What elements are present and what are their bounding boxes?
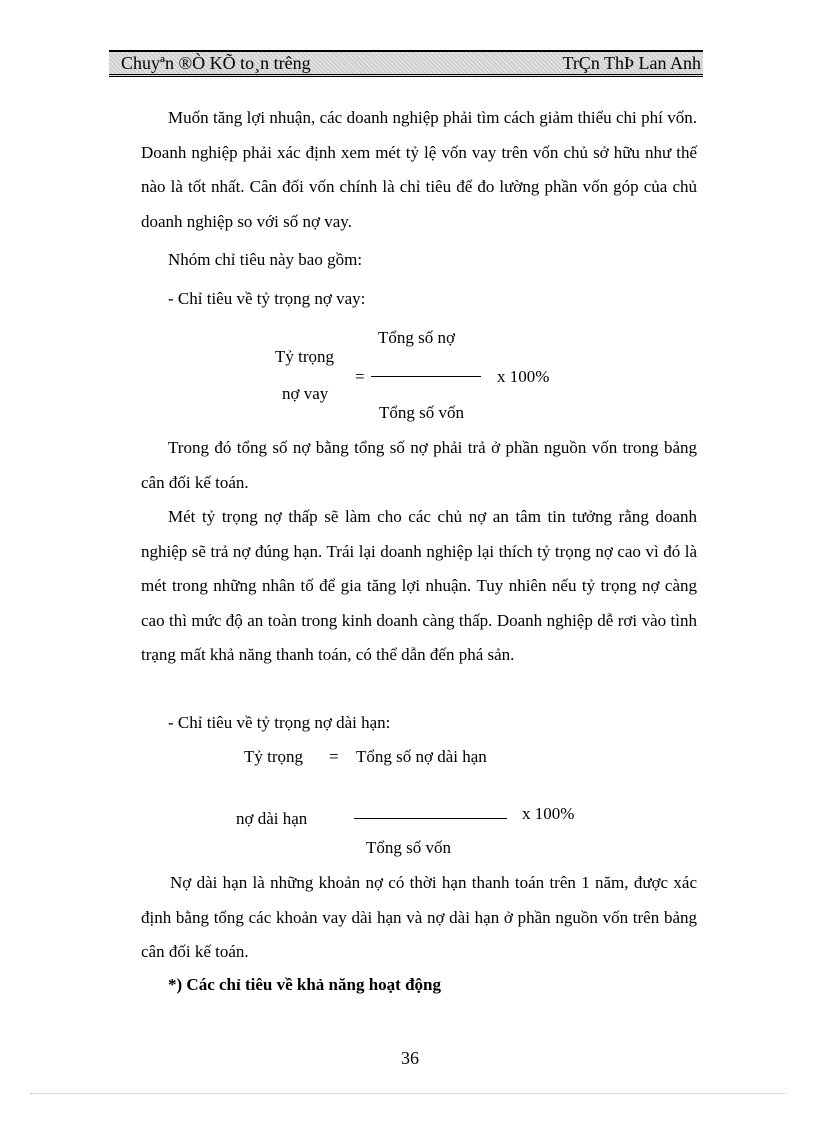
- page-header: [109, 50, 703, 77]
- indicator1-title: - Chỉ tiêu về tỷ trọng nợ vay:: [168, 289, 366, 308]
- header-left-title: Chuyªn ®Ò KÕ to¸n trêng: [121, 52, 311, 73]
- page-bottom-border: [30, 1093, 786, 1094]
- formula2-denominator: Tổng số vốn: [366, 838, 451, 857]
- paragraph-long-term-debt: Nợ dài hạn là những khoản nợ có thời hạn thanh toán trên 1 năm, được xác định bằng tổng các khoản vay dài hạn và nợ dài hạn ở phần nguồn vốn trên bảng cân đối kế toán.: [141, 873, 697, 961]
- page-number: 36: [401, 1048, 419, 1068]
- formula2-multiplier: x 100%: [522, 804, 575, 823]
- formula2-label-line2: nợ dài hạn: [236, 809, 308, 828]
- paragraph-low-debt-ratio: Mét tỷ trọng nợ thấp sẽ làm cho các chủ nợ an tâm tin tưởng rằng doanh nghiệp sẽ trả nợ đúng hạn. Trái lại doanh nghiệp lại thích tỷ trọng nợ cao vì đó là mét trong những nhân tố để gia tăng lợi nhuận. Tuy nhiên nếu tỷ trọng nợ càng cao thì mức độ an toàn trong kinh doanh càng thấp. Doanh nghiệp dễ rơi vào tình trạng mất khả năng thanh toán, có thể dẫn đến phá sản.: [141, 507, 697, 664]
- formula1-multiplier: x 100%: [497, 367, 550, 386]
- paragraph-total-debt: Trong đó tổng số nợ bằng tổng số nợ phải trả ở phần nguồn vốn trong bảng cân đối kế toán.: [141, 438, 697, 492]
- formula1-equals: =: [355, 367, 365, 386]
- formula1-fraction-bar: [371, 376, 481, 377]
- formula2-fraction-bar: [354, 818, 507, 819]
- paragraph-capital-cost: Muốn tăng lợi nhuận, các doanh nghiệp phải tìm cách giảm thiểu chi phí vốn. Doanh nghiệp phải xác định xem mét tỷ lệ vốn vay trên vốn chủ sở hữu như thế nào là tốt nhất. Cân đối vốn chính là chỉ tiêu để đo lường phần vốn góp của chủ doanh nghiệp so với số nợ vay.: [141, 108, 697, 231]
- formula1-label-line1: Tỷ trọng: [275, 347, 335, 366]
- formula1-denominator: Tổng số vốn: [379, 403, 464, 422]
- section-heading-activity-ratios: *) Các chỉ tiêu về khả năng hoạt động: [168, 975, 441, 994]
- formula2-equals: =: [329, 747, 339, 766]
- formula2-label-line1: Tỷ trọng: [244, 747, 304, 766]
- indicator2-title: - Chỉ tiêu về tỷ trọng nợ dài hạn:: [168, 713, 391, 732]
- formula1-label-line2: nợ vay: [282, 384, 329, 403]
- group-intro: Nhóm chỉ tiêu này bao gồm:: [168, 250, 363, 269]
- formula1-numerator: Tổng số nợ: [378, 328, 455, 347]
- header-author: TrÇn ThÞ Lan Anh: [562, 52, 701, 73]
- formula2-numerator: Tổng số nợ dài hạn: [356, 747, 487, 766]
